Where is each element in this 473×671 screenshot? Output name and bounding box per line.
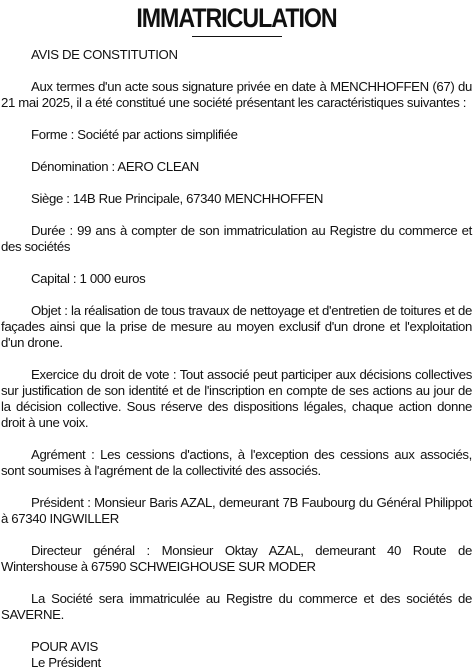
immatriculation-paragraph: La Société sera immatriculée au Registre du commerce et des sociétés de SAVERNE. — [1, 591, 472, 622]
siege-paragraph: Siège : 14B Rue Principale, 67340 MENCHHOFFEN — [31, 191, 324, 206]
signature-line: Le Président — [31, 655, 101, 670]
directeur-paragraph: Directeur général : Monsieur Oktay AZAL, demeurant 40 Route de Wintershouse à 67590 SCHWEIGHOUSE SUR MODER — [1, 543, 472, 574]
objet-paragraph: Objet : la réalisation de tous travaux de nettoyage et d'entretien de toitures et de façades ainsi que la prise de mesure au moyen exclusif d'un drone et l'exploitation d'un drone. — [1, 303, 472, 350]
title-underline — [192, 36, 282, 37]
notice-body — [1, 47, 472, 671]
duree-paragraph: Durée : 99 ans à compter de son immatriculation au Registre du commerce et des sociétés — [1, 223, 472, 254]
pour-avis-line: POUR AVIS — [31, 639, 98, 654]
president-paragraph: Président : Monsieur Baris AZAL, demeurant 7B Faubourg du Général Philippot à 67340 INGWILLER — [1, 495, 472, 526]
intro-paragraph: Aux termes d'un acte sous signature privée en date à MENCHHOFFEN (67) du 21 mai 2025, il a été constitué une société présentant les caractéristiques suivantes : — [1, 79, 472, 110]
vote-paragraph: Exercice du droit de vote : Tout associé peut participer aux décisions collectives sur justification de son identité et de l'inscription en compte de ses actions au jour de la décision collective. Sous réserve des dispositions légales, chaque action donne droit à une voix. — [1, 367, 472, 430]
notice-heading: AVIS DE CONSTITUTION — [31, 47, 178, 62]
forme-paragraph: Forme : Société par actions simplifiée — [31, 127, 238, 142]
denomination-paragraph: Dénomination : AERO CLEAN — [31, 159, 199, 174]
notice-title: IMMATRICULATION — [136, 3, 337, 33]
capital-paragraph: Capital : 1 000 euros — [31, 271, 146, 286]
agrement-paragraph: Agrément : Les cessions d'actions, à l'exception des cessions aux associés, sont soumises à l'agrément de la collectivité des associés. — [1, 447, 472, 478]
